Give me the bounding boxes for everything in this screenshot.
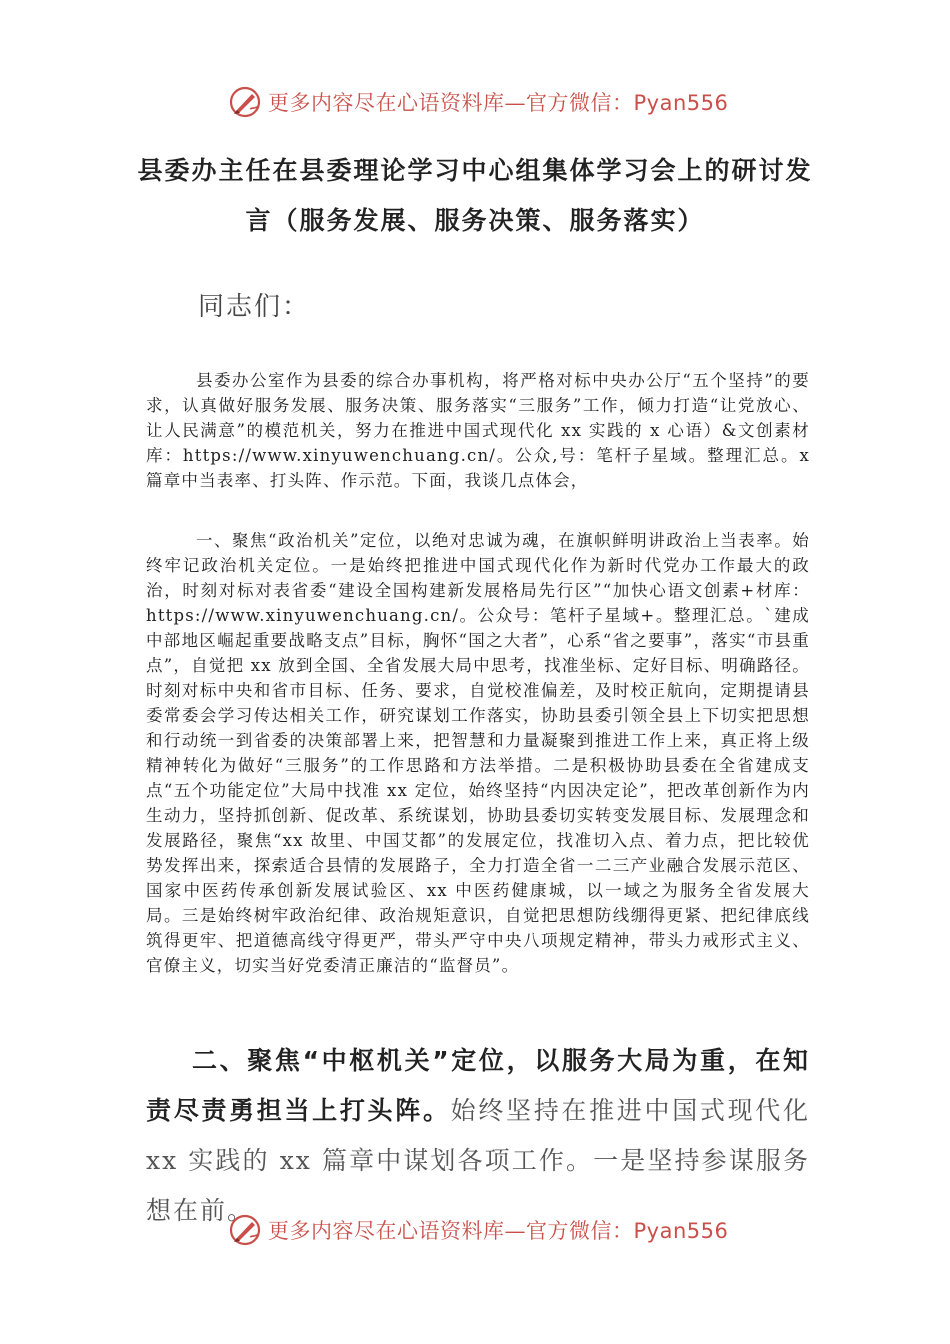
bottom-banner: [0, 1210, 950, 1250]
pen-logo-icon: [228, 85, 262, 119]
greeting: 同志们：: [198, 292, 311, 322]
section-two-paragraph: [146, 1036, 810, 1236]
section-two-heading: 二、聚焦“中枢机关”定位，以服务大局为重，在知责尽责勇担当上打头阵。: [146, 1046, 810, 1125]
banner-label: 更多内容尽在心语资料库—官方微信：: [268, 91, 634, 115]
section-two-body: 始终坚持在推进中国式现代化 xx 实践的 xx 篇章中谋划各项工作。一是坚持参谋服务想在前。: [146, 1096, 810, 1225]
banner-wechat-id: Pyan556: [633, 91, 729, 115]
top-banner: [0, 82, 950, 122]
document-title-line-2: 言（服务发展、服务决策、服务落实）: [245, 206, 705, 235]
banner-text: [268, 1215, 728, 1245]
banner-wechat-id: Pyan556: [633, 1219, 729, 1243]
section-one-paragraph: 一、聚焦“政治机关”定位，以绝对忠诚为魂，在旗帜鲜明讲政治上当表率。始终牢记政治机关定位。一是始终把推进中国式现代化作为新时代党办工作最大的政治，时刻对标对表省委“建设全国构建新发展格局先行区”“加快心语文创素+材库：https://www.xinyuwenchuang.cn/。公众号：笔杆子星域+。整理汇总。`建成中部地区崛起重要战略支点”目标，胸怀“国之大者”，心系“省之要事”，落实“市县重点”，自觉把 xx 放到全国、全省发展大局中思考，找准坐标、定好目标、明确路径。时刻对标中央和省市目标、任务、要求，自觉校准偏差，及时校正航向，定期提请县委常委会学习传达相关工作，研究谋划工作落实，协助县委引领全县上下切实把思想和行动统一到省委的决策部署上来，把智慧和力量凝聚到推进工作上来，真正将上级精神转化为做好“三服务”的工作思路和方法举措。二是积极协助县委在全省建成支点“五个功能定位”大局中找准 xx 定位，始终坚持“内因决定论”，把改革创新作为内生动力，坚持抓创新、促改革、系统谋划，协助县委切实转变发展目标、发展理念和发展路径，聚焦“xx 故里、中国艾都”的发展定位，找准切入点、着力点，把比较优势发挥出来，探索适合县情的发展路子，全力打造全省一二三产业融合发展示范区、国家中医药传承创新发展试验区、xx 中医药健康城，以一域之为服务全省发展大局。三是始终树牢政治纪律、政治规矩意识，自觉把思想防线绷得更紧、把纪律底线筑得更牢、把道德高线守得更严，带头严守中央八项规定精神，带头力戒形式主义、官僚主义，切实当好党委清正廉洁的“监督员”。: [146, 531, 810, 975]
banner-text: [268, 87, 728, 117]
intro-paragraph: 县委办公室作为县委的综合办事机构，将严格对标中央办公厅“五个坚持”的要求，认真做好服务发展、服务决策、服务落实“三服务”工作，倾力打造“让党放心、让人民满意”的模范机关，努力在推进中国式现代化 xx 实践的 x 心语）&文创素材库：https://www.xinyuwenchuang.cn/。公众,号：笔杆子星域。整理汇总。x 篇章中当表率、打头阵、作示范。下面，我谈几点体会，: [146, 371, 810, 490]
banner-label: 更多内容尽在心语资料库—官方微信：: [268, 1219, 634, 1243]
pen-logo-icon: [228, 1213, 262, 1247]
document-title-line-1: 县委办主任在县委理论学习中心组集体学习会上的研讨发: [137, 156, 813, 185]
